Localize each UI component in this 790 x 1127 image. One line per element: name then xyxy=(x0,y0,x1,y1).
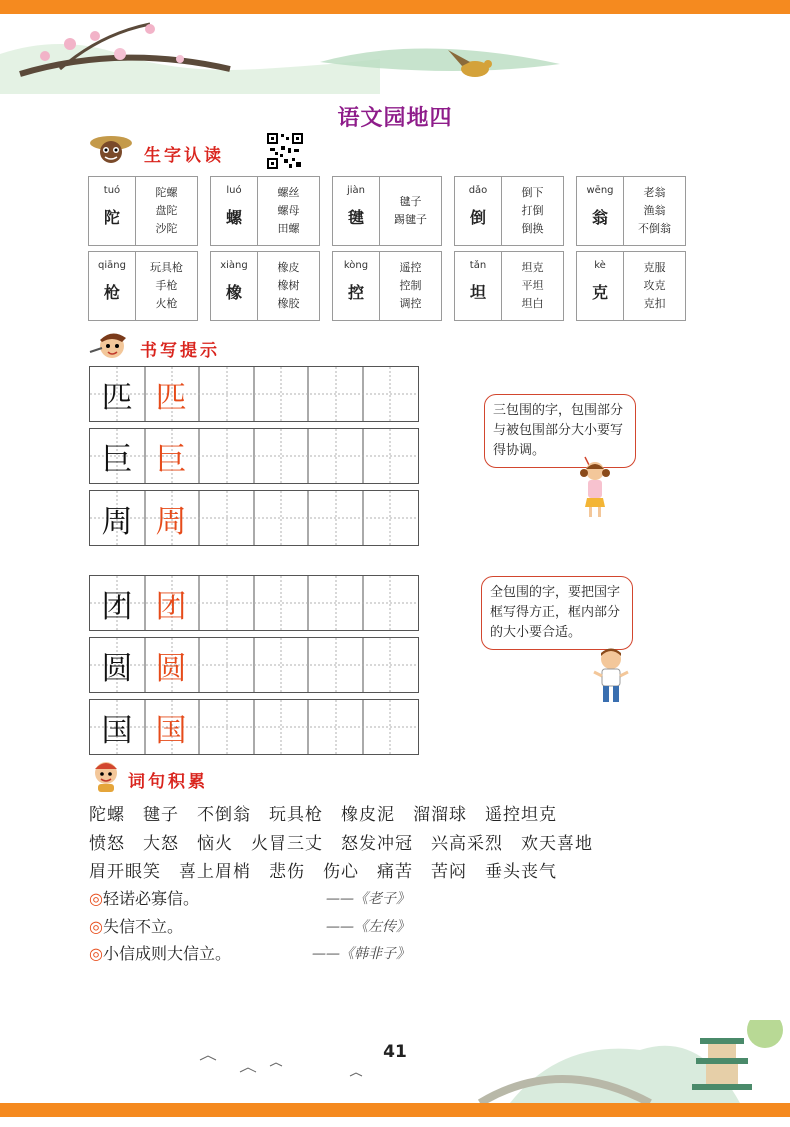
trace-character: 团 xyxy=(155,588,187,625)
quote-line xyxy=(89,914,183,937)
word: 田螺 xyxy=(277,222,300,235)
vocab-line-3 xyxy=(89,857,575,882)
qr-code-icon[interactable] xyxy=(266,132,304,170)
word: 倒下 xyxy=(521,186,544,199)
page-number: 41 xyxy=(383,1042,407,1062)
character: 毽 xyxy=(347,208,364,227)
word: 踢毽子 xyxy=(394,213,427,226)
model-character: 国 xyxy=(101,712,133,749)
word: 陀螺 xyxy=(155,186,178,199)
quote-source: ——《韩非子》 xyxy=(312,946,410,962)
top-decoration-illustration xyxy=(0,14,790,94)
trace-character: 巨 xyxy=(155,441,187,478)
word: 不倒翁 xyxy=(638,222,671,235)
char-card xyxy=(88,176,198,246)
word: 玩具枪 xyxy=(150,261,183,274)
vocab-word: 陀螺 xyxy=(89,805,125,825)
word: 手枪 xyxy=(155,279,178,292)
model-character: 周 xyxy=(101,503,133,540)
vocab-word: 喜上眉梢 xyxy=(179,862,251,882)
char-card xyxy=(88,251,198,321)
word: 火枪 xyxy=(155,297,178,310)
vocab-word: 欢天喜地 xyxy=(521,834,593,854)
top-border-bar xyxy=(0,0,790,14)
bullet-icon: ◎ xyxy=(89,889,103,908)
model-character: 巨 xyxy=(101,441,133,478)
word: 坦克 xyxy=(521,261,544,274)
word: 毽子 xyxy=(399,195,422,208)
word: 盘陀 xyxy=(155,204,178,217)
char-card xyxy=(454,176,564,246)
pinyin: qiāng xyxy=(98,260,126,271)
trace-character: 国 xyxy=(155,712,187,749)
vocab-word: 玩具枪 xyxy=(269,805,323,825)
section-title-shuxie: 书写提示 xyxy=(140,341,220,361)
vocab-word: 大怒 xyxy=(143,834,179,854)
bullet-icon: ◎ xyxy=(89,944,103,963)
tip-text-1: 三包围的字，包围部分与被包围部分大小要写得协调。 xyxy=(493,403,624,458)
vocab-word: 兴高采烈 xyxy=(431,834,503,854)
char-card xyxy=(332,251,442,321)
word: 橡胶 xyxy=(277,297,300,310)
pinyin: wēng xyxy=(586,185,614,196)
char-card xyxy=(576,176,686,246)
pinyin: luó xyxy=(226,185,242,196)
writing-row xyxy=(89,699,419,755)
vocab-word: 愤怒 xyxy=(89,834,125,854)
writing-row xyxy=(89,575,419,631)
vocab-word: 溜溜球 xyxy=(413,805,467,825)
quote-text: 轻诺必寡信。 xyxy=(102,889,199,908)
model-character: 匹 xyxy=(101,379,133,416)
word: 遥控 xyxy=(399,261,422,274)
pinyin: xiàng xyxy=(220,260,248,271)
quote-source: ——《左传》 xyxy=(326,919,410,935)
character: 坦 xyxy=(469,283,486,302)
vocab-word: 火冒三丈 xyxy=(251,834,323,854)
writing-row xyxy=(89,366,419,422)
quote-text: 失信不立。 xyxy=(102,917,183,936)
character: 倒 xyxy=(469,208,486,227)
word: 螺母 xyxy=(277,204,300,217)
character: 翁 xyxy=(591,208,608,227)
vocab-word: 苦闷 xyxy=(431,862,467,882)
tip-text-2: 全包围的字，要把国字框写得方正，框内部分的大小要合适。 xyxy=(490,585,621,640)
word: 调控 xyxy=(399,297,422,310)
word: 坦白 xyxy=(521,297,544,310)
word: 橡皮 xyxy=(277,261,300,274)
vocab-line-1 xyxy=(89,800,575,825)
cartoon-boy-2-icon xyxy=(590,646,632,708)
cartoon-boy-icon xyxy=(88,328,134,362)
word: 打倒 xyxy=(521,204,544,217)
word: 倒换 xyxy=(521,222,544,235)
char-card xyxy=(210,251,320,321)
vocab-word: 怒发冲冠 xyxy=(341,834,413,854)
quote-line xyxy=(89,941,231,964)
writing-row xyxy=(89,428,419,484)
word: 螺丝 xyxy=(277,186,300,199)
char-card xyxy=(210,176,320,246)
pinyin: kè xyxy=(594,260,606,271)
pinyin: kòng xyxy=(343,260,369,271)
vocab-word: 垂头丧气 xyxy=(485,862,557,882)
vocab-word: 眉开眼笑 xyxy=(89,862,161,882)
vocab-word: 悲伤 xyxy=(269,862,305,882)
bottom-border-bar xyxy=(0,1103,790,1117)
character: 螺 xyxy=(225,208,242,227)
pinyin: tǎn xyxy=(469,260,487,271)
character: 克 xyxy=(591,283,608,302)
section-title-shengzi: 生字认读 xyxy=(144,146,224,166)
trace-character: 周 xyxy=(155,503,187,540)
writing-row xyxy=(89,637,419,693)
word: 平坦 xyxy=(521,279,544,292)
word: 沙陀 xyxy=(155,222,178,235)
character: 陀 xyxy=(103,208,120,227)
cartoon-monk-icon xyxy=(88,757,124,793)
vocab-word: 遥控坦克 xyxy=(485,805,557,825)
character: 枪 xyxy=(103,283,120,302)
cartoon-mascot-icon xyxy=(88,132,134,166)
model-character: 圆 xyxy=(101,650,133,687)
word: 控制 xyxy=(399,279,422,292)
vocab-word: 橡皮泥 xyxy=(341,805,395,825)
bullet-icon: ◎ xyxy=(89,917,103,936)
pinyin: dǎo xyxy=(468,185,488,196)
trace-character: 圆 xyxy=(155,650,187,687)
vocab-word: 毽子 xyxy=(143,805,179,825)
quote-line xyxy=(89,886,199,909)
quote-text: 小信成则大信立。 xyxy=(102,944,231,963)
writing-row xyxy=(89,490,419,546)
character: 控 xyxy=(347,283,364,302)
vocab-word: 伤心 xyxy=(323,862,359,882)
tip-bubble-2 xyxy=(481,576,633,650)
word: 老翁 xyxy=(643,186,666,199)
page-title: 语文园地四 xyxy=(337,106,453,131)
model-character: 团 xyxy=(101,588,133,625)
vocab-word: 痛苦 xyxy=(377,862,413,882)
word: 橡树 xyxy=(277,279,300,292)
cartoon-girl-icon xyxy=(575,455,615,525)
vocab-word: 恼火 xyxy=(197,834,233,854)
pinyin: jiàn xyxy=(346,185,366,196)
char-card xyxy=(454,251,564,321)
section-title-ciju: 词句积累 xyxy=(128,772,208,792)
vocab-line-2 xyxy=(89,829,611,854)
char-card xyxy=(576,251,686,321)
bottom-decoration-illustration xyxy=(180,1020,790,1103)
char-card xyxy=(332,176,442,246)
trace-character: 匹 xyxy=(155,379,187,416)
word: 克服 xyxy=(643,261,666,274)
vocab-word: 不倒翁 xyxy=(197,805,251,825)
word: 渔翁 xyxy=(643,204,666,217)
character: 橡 xyxy=(225,283,242,302)
quote-source: ——《老子》 xyxy=(326,891,410,907)
word: 克扣 xyxy=(643,297,666,310)
word: 攻克 xyxy=(643,279,666,292)
pinyin: tuó xyxy=(103,185,121,196)
